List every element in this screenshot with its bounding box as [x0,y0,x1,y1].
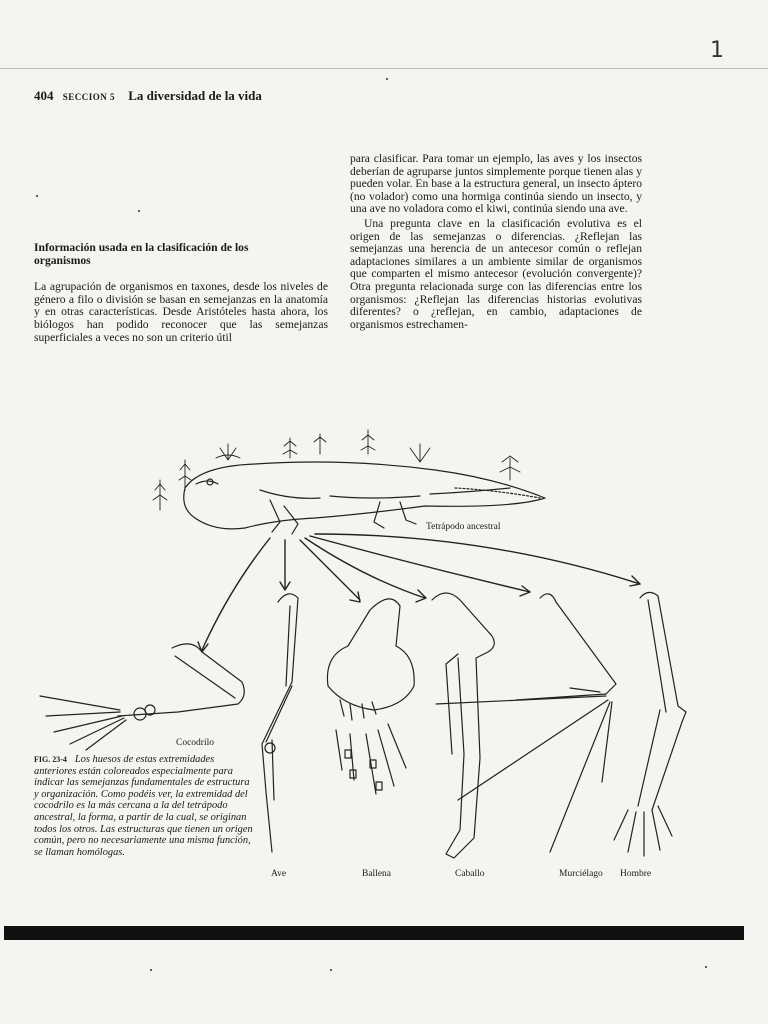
figure-number: FIG. 23-4 [34,755,67,764]
right-column [350,153,642,331]
label-ancestor: Tetrápodo ancestral [426,522,501,532]
descent-arrows [198,534,640,652]
label-bat: Murciélago [559,869,603,879]
section-label: SECCION 5 [62,92,116,102]
chapter-title: La diversidad de la vida [128,88,262,103]
page-number: 404 [34,88,54,103]
whale-limb-illustration [327,599,414,794]
bat-limb-illustration [436,594,616,852]
right-paragraph-1: para clasificar. Para tomar un ejemplo, las aves y los insectos deberían de agruparse juntos simplemente porque tienen alas y pueden volar. En base a la estructura general, un insecto áptero (no volador) como una hormiga continúa siendo un insecto, y una ave no voladora como el kiwi, continúa siendo una ave. [350,152,642,216]
section-subheading: Información usada en la clasificación de los organismos [34,241,249,267]
left-column [34,242,328,344]
label-bird: Ave [271,869,287,879]
page-bottom-bar [4,926,744,940]
human-limb-illustration [614,592,686,856]
scan-speck [150,969,152,971]
margin-mark: 1 [710,38,724,63]
label-crocodile: Cocodrilo [176,738,214,748]
plants-illustration [153,430,520,510]
bird-limb-illustration [262,594,298,852]
label-horse: Caballo [455,869,485,879]
scan-speck [705,966,707,968]
scan-speck [138,210,140,212]
right-paragraph-2: Una pregunta clave en la clasificación evolutiva es el origen de las semejanzas o diferencias. ¿Reflejan las semejanzas una herencia de un antecesor común o reflejan adaptaciones similares a un ambiente similar de organismos que comparten el mismo antecesor (evolución convergente)? Otra pregunta relacionada surge con las diferencias entre los organismos: ¿Reflejan las diferencias historias evolutivas diferentes? o ¿reflejan, en cambio, adaptaciones de organismos estrechamen- [350,216,642,331]
horse-limb-illustration [432,593,494,858]
scan-speck [36,195,38,197]
figure-caption [34,754,254,858]
scan-line-top [0,68,768,69]
scan-speck [386,78,388,80]
caption-text: Los huesos de estas extremidades anteriores están coloreados especialmente para indicar las semejanzas fundamentales de estructura y organización. Como podéis ver, la extremidad del cocodrilo es la más cercana a la del tetrápodo ancestral, la forma, a partir de la cual, se originan todos los otros. Las estructuras que tienen un origen común, pero no necesariamente una misma función, se llaman homólogas. [34,754,253,858]
label-human: Hombre [620,869,652,879]
crocodile-limb-illustration [40,644,244,750]
running-header [34,88,262,104]
left-paragraph: La agrupación de organismos en taxones, desde los niveles de género a filo o división se basan en semejanzas en la anatomía y en otras características. Desde Aristóteles hasta ahora, los biólogos han podido reconocer que las semejanzas superficiales a veces no son un criterio útil [34,280,328,344]
scan-speck [330,969,332,971]
label-whale: Ballena [362,869,392,879]
